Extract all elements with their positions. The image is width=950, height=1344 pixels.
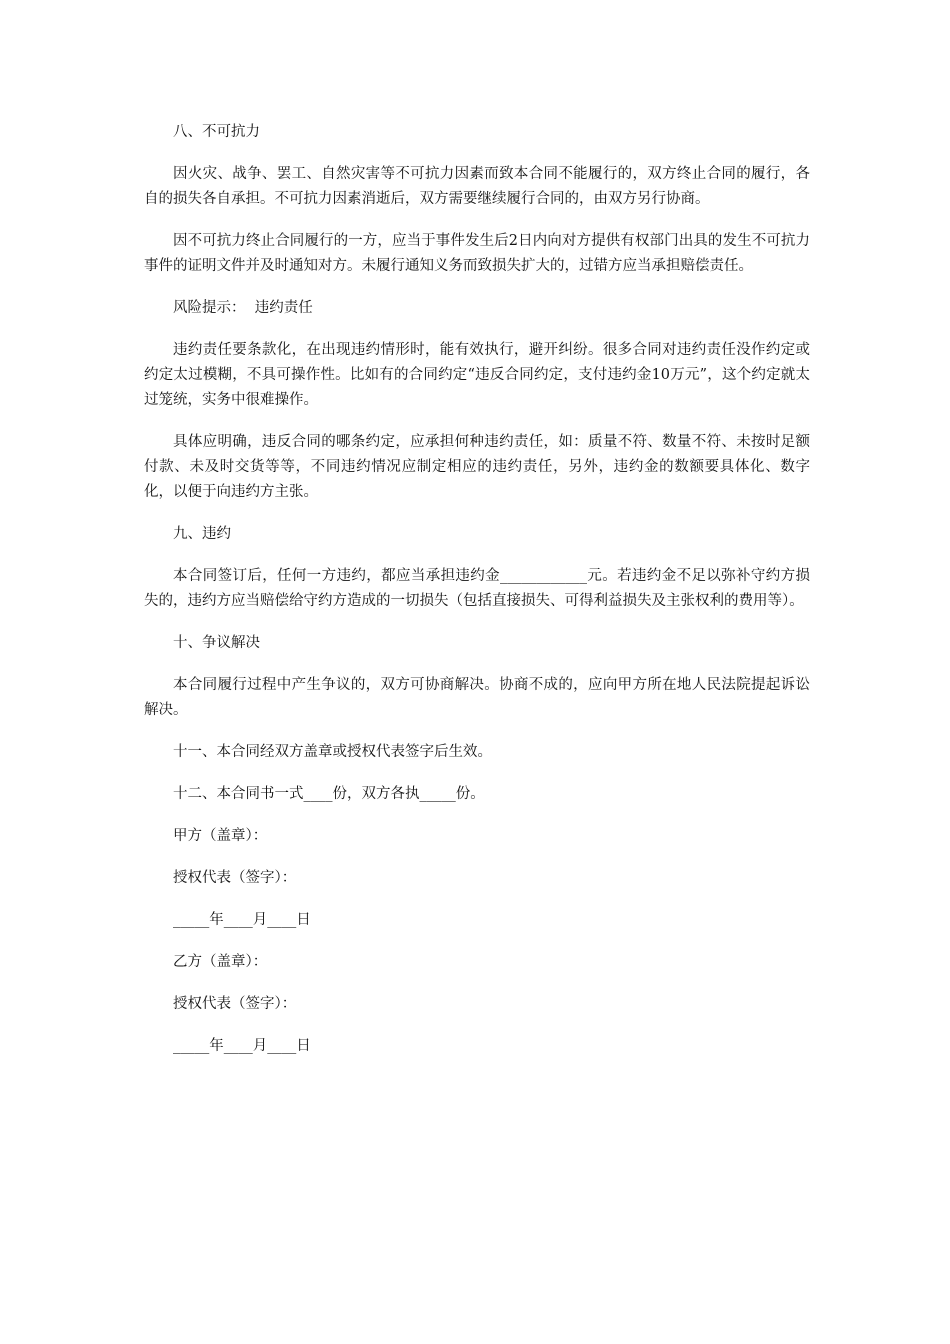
paragraph-breach: 本合同签订后，任何一方违约，都应当承担违约金____________元。若违约金不足以弥补守约方损失的，违约方应当赔偿给守约方造成的一切损失（包括直接损失、可得利益损失及主张权利的费用等）。	[144, 568, 810, 609]
party-a-representative: 授权代表（签字）：	[173, 870, 297, 886]
party-a-date: _____年____月____日	[173, 912, 311, 928]
paragraph-risk-tip-1: 违约责任要条款化，在出现违约情形时，能有效执行，避开纠纷。很多合同对违约责任没作约定或约定太过模糊，不具可操作性。比如有的合同约定“违反合同约定，支付违约金10万元”，这个约定就太过笼统，实务中很难操作。	[144, 342, 810, 408]
paragraph-dispute: 本合同履行过程中产生争议的，双方可协商解决。协商不成的，应向甲方所在地人民法院提起诉讼解决。	[144, 677, 810, 718]
party-b-representative: 授权代表（签字）：	[173, 996, 297, 1012]
paragraph-force-majeure-1: 因火灾、战争、罢工、自然灾害等不可抗力因素而致本合同不能履行的，双方终止合同的履行，各自的损失各自承担。不可抗力因素消逝后，双方需要继续履行合同的，由双方另行协商。	[144, 166, 810, 207]
party-b-date: _____年____月____日	[173, 1038, 311, 1054]
risk-tip-heading: 风险提示： 违约责任	[173, 300, 313, 316]
party-a-seal: 甲方（盖章）：	[173, 828, 268, 844]
section-heading-dispute: 十、争议解决	[173, 635, 260, 651]
section-heading-breach: 九、违约	[173, 526, 231, 542]
paragraph-force-majeure-2: 因不可抗力终止合同履行的一方，应当于事件发生后2日内向对方提供有权部门出具的发生不可抗力事件的证明文件并及时通知对方。未履行通知义务而致损失扩大的，过错方应当承担赔偿责任。	[144, 233, 810, 274]
paragraph-risk-tip-2: 具体应明确，违反合同的哪条约定，应承担何种违约责任，如：质量不符、数量不符、未按时足额付款、未及时交货等等，不同违约情况应制定相应的违约责任，另外，违约金的数额要具体化、数字化，以便于向违约方主张。	[144, 434, 810, 500]
clause-effectiveness: 十一、本合同经双方盖章或授权代表签字后生效。	[173, 744, 492, 760]
document-body	[144, 120, 810, 1059]
clause-copies: 十二、本合同书一式____份，双方各执_____份。	[173, 786, 485, 802]
party-b-seal: 乙方（盖章）：	[173, 954, 268, 970]
section-heading-force-majeure: 八、不可抗力	[173, 124, 260, 140]
